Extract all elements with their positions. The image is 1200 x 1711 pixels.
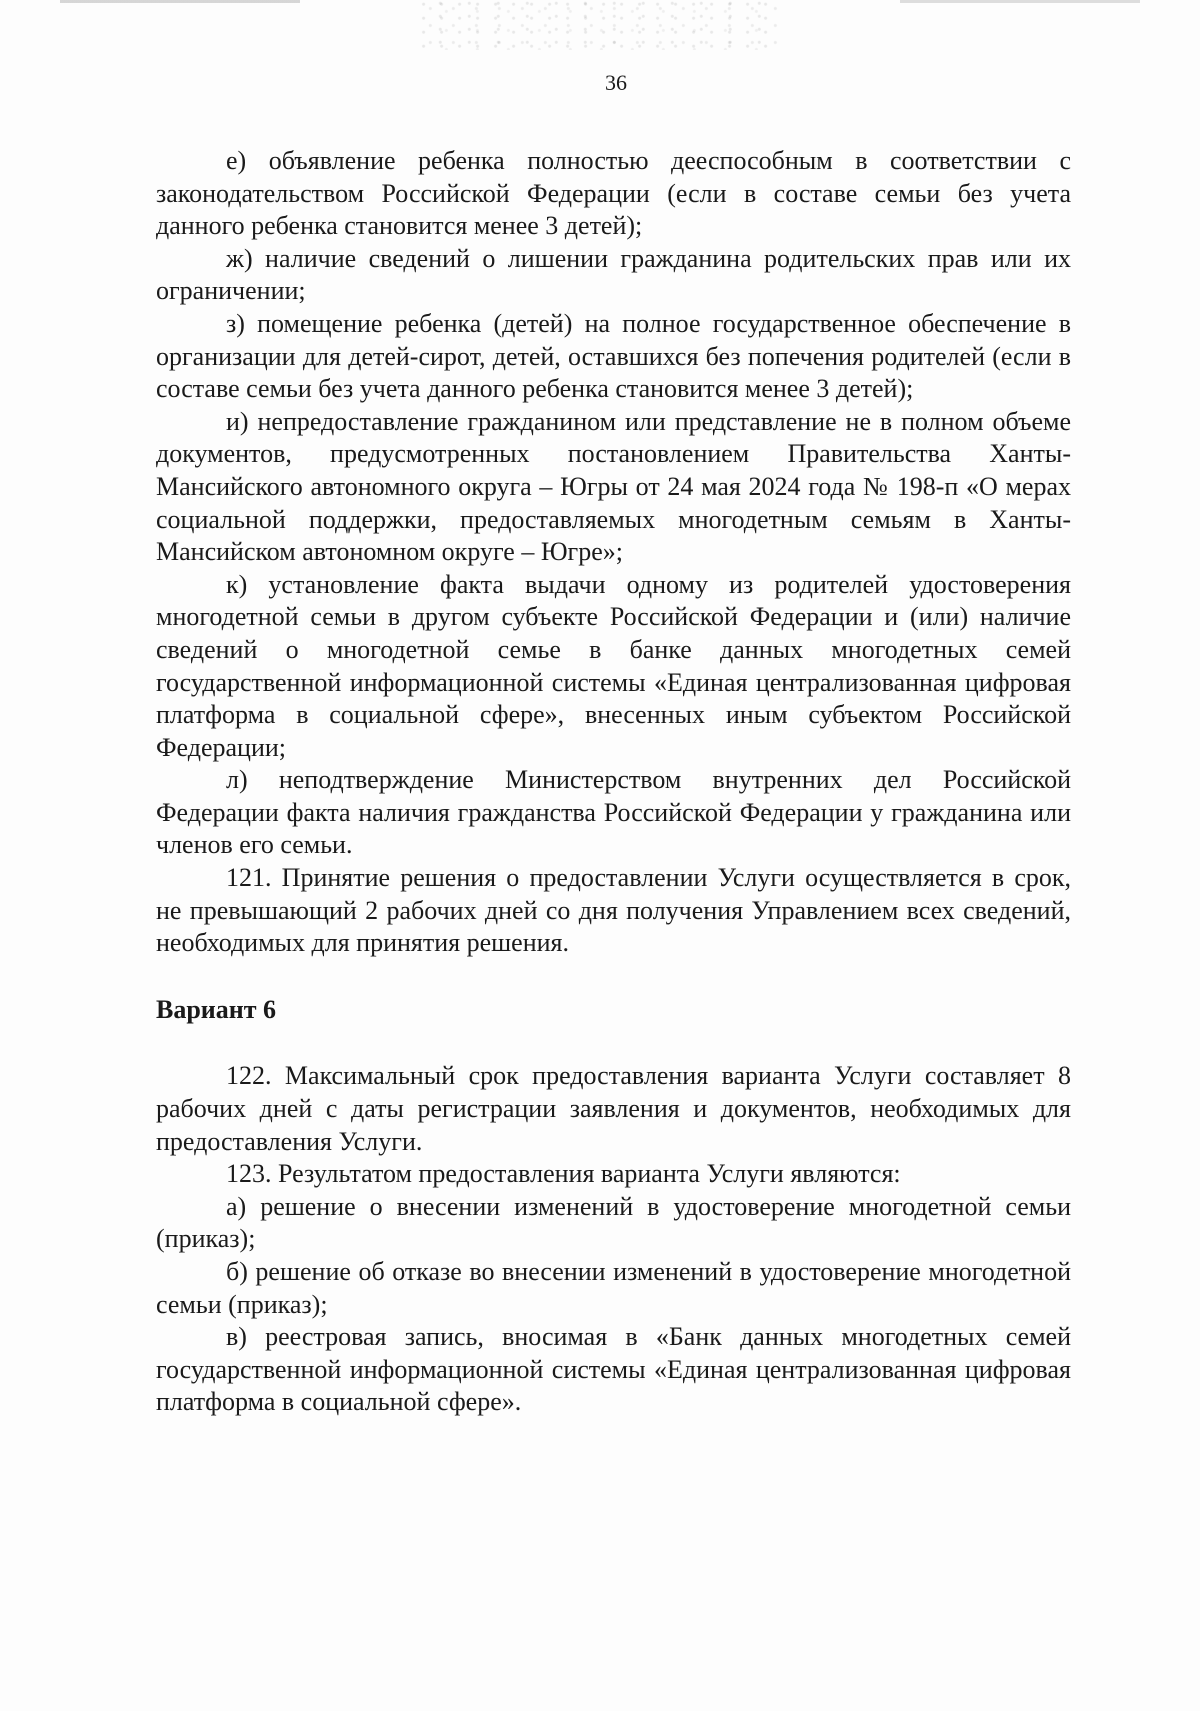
paragraph-l: л) неподтверждение Министерством внутренних дел Российской Федерации факта наличия гражданства Российской Федерации у гражданина или членов его семьи. bbox=[156, 765, 1071, 860]
page-number: 36 bbox=[605, 70, 627, 95]
paragraph-k: к) установление факта выдачи одному из родителей удостоверения многодетной семьи в другом субъекте Российской Федерации и (или) наличие сведений о многодетной семье в банке данных многодетных семей государственной информационной системы «Единая централизованная цифровая платформа в социальной сфере», внесенных иным субъектом Российской Федерации; bbox=[156, 569, 1071, 762]
paragraph-v: в) реестровая запись, вносимая в «Банк данных многодетных семей государственной информационной системы «Единая централизованная цифровая платформа в социальной сфере». bbox=[156, 1322, 1071, 1417]
paragraph-a: а) решение о внесении изменений в удостоверение многодетной семьи (приказ); bbox=[156, 1191, 1071, 1254]
document-body bbox=[156, 145, 1071, 1419]
paragraph-z: з) помещение ребенка (детей) на полное государственное обеспечение в организации для детей-сирот, детей, оставшихся без попечения родителей (если в составе семьи без учета данного ребенка становится менее 3 детей); bbox=[156, 308, 1071, 404]
paragraph-121: 121. Принятие решения о предоставлении Услуги осуществляется в срок, не превышающий 2 рабочих дней со дня получения Управлением всех сведений, необходимых для принятия решения. bbox=[156, 863, 1071, 958]
paragraph-e: е) объявление ребенка полностью дееспособным в соответствии с законодательством Российской Федерации (если в составе семьи без учета данного ребенка становится менее 3 детей); bbox=[156, 146, 1071, 241]
paragraph-i: и) непредоставление гражданином или представление не в полном объеме документов, предусмотренных постановлением Правительства Ханты-Мансийского автономного округа – Югры от 24 мая 2024 года № 198-п «О мерах социальной поддержки, предоставляемых многодетным семьям в Ханты-Мансийском автономном округе – Югре»; bbox=[156, 406, 1071, 567]
section-heading: Вариант 6 bbox=[156, 994, 277, 1024]
paragraph-zh: ж) наличие сведений о лишении гражданина родительских прав или их ограничении; bbox=[156, 243, 1071, 306]
paragraph-123: 123. Результатом предоставления варианта Услуги являются: bbox=[226, 1159, 901, 1189]
paragraph-122: 122. Максимальный срок предоставления варианта Услуги составляет 8 рабочих дней с даты регистрации заявления и документов, необходимых для предоставления Услуги. bbox=[156, 1061, 1071, 1156]
scan-noise bbox=[420, 0, 780, 50]
paragraph-b: б) решение об отказе во внесении изменений в удостоверение многодетной семьи (приказ); bbox=[156, 1257, 1071, 1319]
